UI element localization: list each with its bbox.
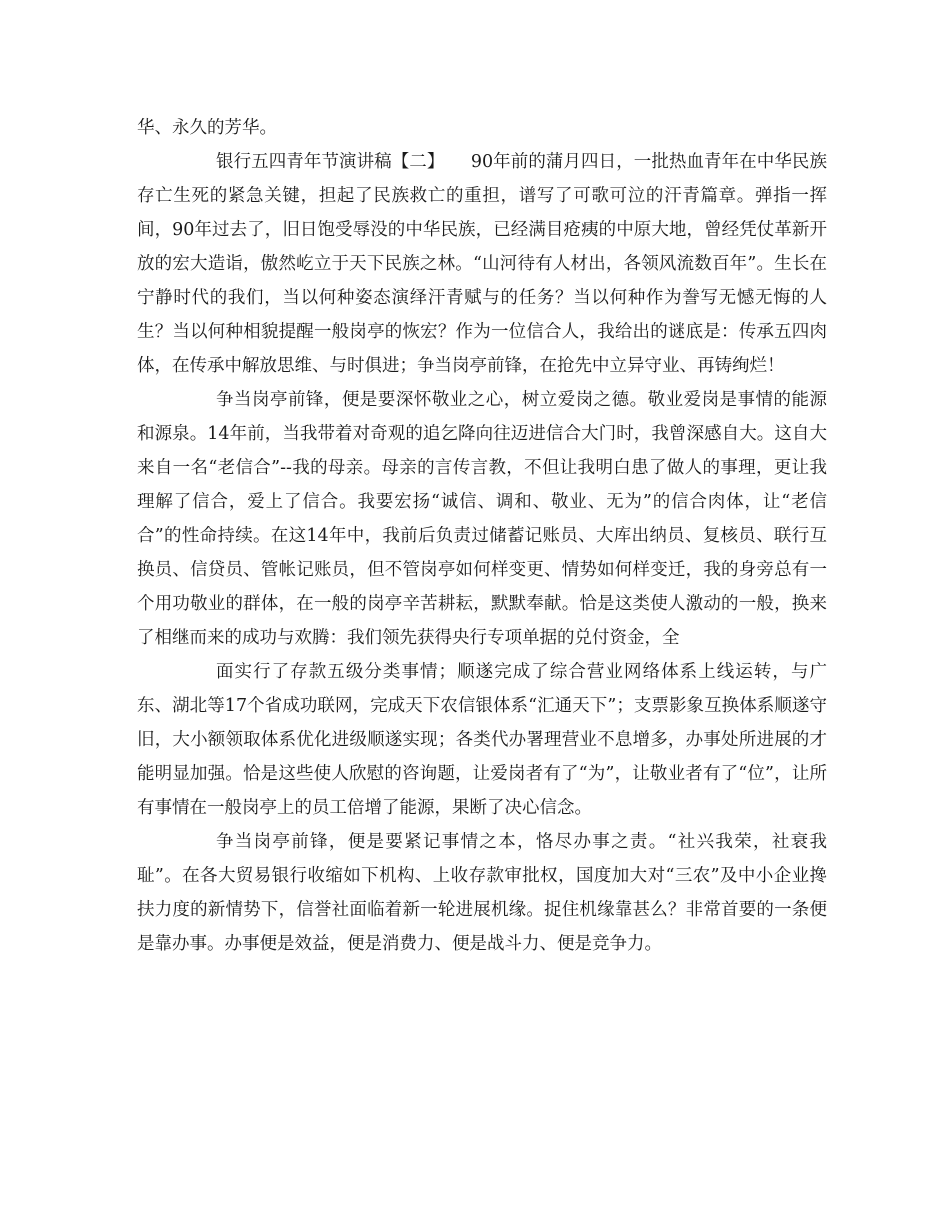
paragraph-dedication: 争当岗亭前锋，便是要深怀敬业之心，树立爱岗之德。敬业爱岗是事情的能源和源泉。14年前，当我带着对奇观的追乞降向往迈进信合大门时，我曾深感自大。这自大来自一名“老信合”--我的母亲。母亲的言传言教，不但让我明白患了做人的事理，更让我理解了信合，爱上了信合。我要宏扬“诚信、调和、敬业、无为”的信合肉体，让“老信合”的性命持续。在这14年中，我前后负责过储蓄记账员、大库出纳员、复核员、联行互换员、信贷员、管帐记账员，但不管岗亭如何样变更、情势如何样变迁，我的身旁总有一个用功敬业的群体，在一般的岗亭辛苦耕耘，默默奉献。恰是这类使人激动的一般，换来了相继而来的成功与欢腾：我们领先获得央行专项单据的兑付资金，全: [137, 390, 827, 648]
paragraph-continuation: 华、永久的芳华。: [137, 118, 277, 138]
document-page: [137, 111, 827, 961]
paragraph-achievements: 面实行了存款五级分类事情；顺遂完成了综合营业网络体系上线运转，与广东、湖北等17个省成功联网，完成天下农信银体系“汇通天下”；支票影象互换体系顺遂守旧，大小额领取体系优化进级顺遂实现；各类代办署理营业不息增多，办事处所进展的才能明显加强。恰是这些使人欣慰的咨询题，让爱岗者有了“为”，让敬业者有了“位”，让所有事情在一般岗亭上的员工倍增了能源，果断了决心信念。: [137, 662, 827, 818]
paragraph-service: 争当岗亭前锋，便是要紧记事情之本，恪尽办事之责。“社兴我荣，社衰我耻”。在各大贸易银行收缩如下机构、上收存款审批权，国度加大对“三农”及中小企业搀扶力度的新情势下，信誉社面临着新一轮进展机缘。捉住机缘靠甚么？非常首要的一条便是靠办事。办事便是效益，便是消费力、便是战斗力、便是竞争力。: [137, 832, 827, 954]
paragraph-speech-intro: 银行五四青年节演讲稿【二】 90年前的蒲月四日，一批热血青年在中华民族存亡生死的紧急关键，担起了民族救亡的重担，谱写了可歌可泣的汗青篇章。弹指一挥间，90年过去了，旧日饱受辱没的中华民族，已经满目疮痍的中原大地，曾经凭仗革新开放的宏大造诣，傲然屹立于天下民族之林。“山河待有人材出，各领风流数百年”。生长在宁静时代的我们，当以何种姿态演绎汗青赋与的任务？当以何种作为誊写无憾无悔的人生？当以何种相貌提醒一般岗亭的恢宏？作为一位信合人，我给出的谜底是：传承五四肉体，在传承中解放思维、与时俱进；争当岗亭前锋，在抢先中立异守业、再铸绚烂！: [137, 152, 827, 376]
